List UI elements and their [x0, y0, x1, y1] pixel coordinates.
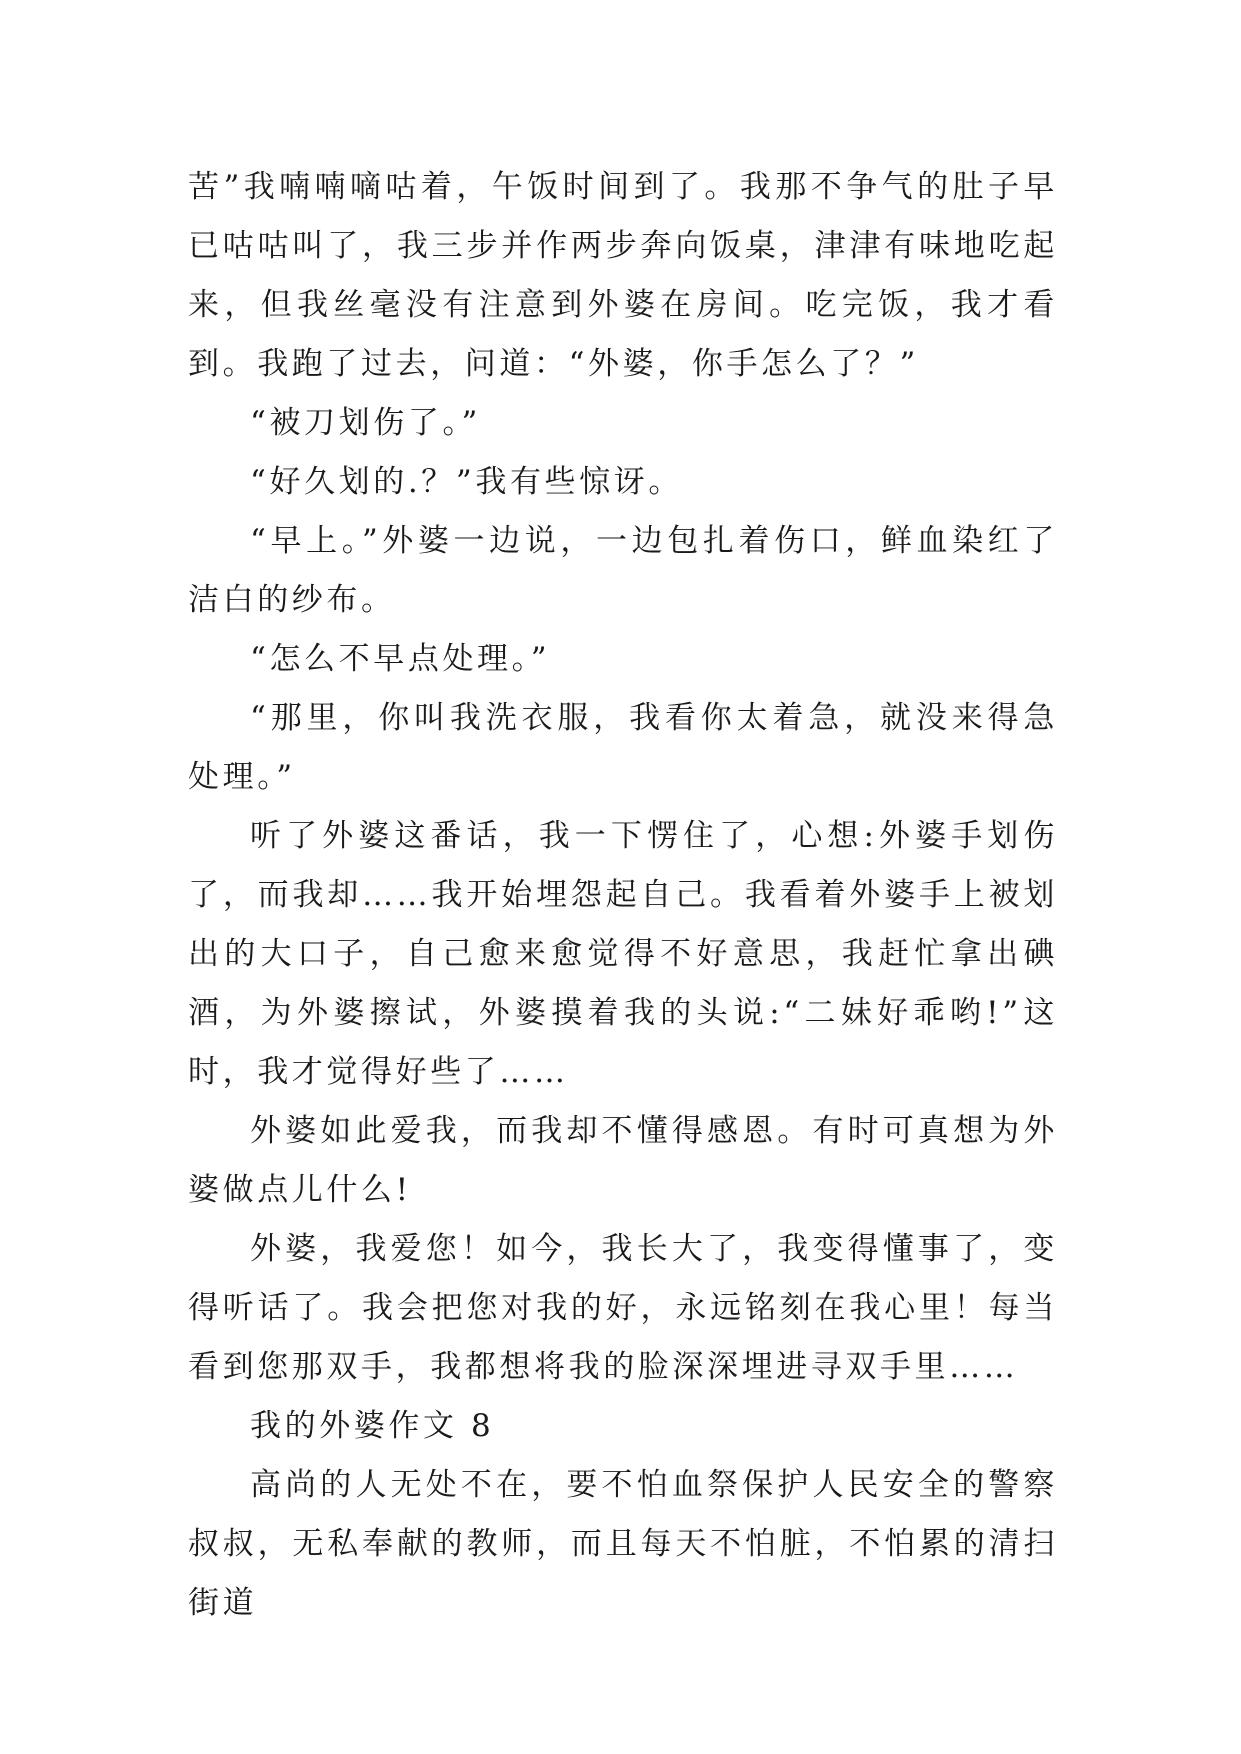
section-heading: 我的外婆作文 8	[250, 1408, 495, 1444]
paragraph-3: “好久划的.？”我有些惊讶。	[250, 464, 683, 500]
paragraph-6: “那里，你叫我洗衣服，我看你太着急，就没来得急处理。”	[188, 700, 1058, 795]
paragraph-8: 外婆如此爱我，而我却不懂得感恩。有时可真想为外婆做点儿什么!	[188, 1113, 1058, 1208]
paragraph-2: “被刀划伤了。”	[250, 405, 481, 441]
paragraph-10: 高尚的人无处不在，要不怕血祭保护人民安全的警察叔叔，无私奉献的教师，而且每天不怕脏，不怕累的清扫街道	[188, 1467, 1058, 1621]
paragraph-9: 外婆，我爱您！如今，我长大了，我变得懂事了，变得听话了。我会把您对我的好，永远铭刻在我心里！每当看到您那双手，我都想将我的脸深深埋进寻双手里……	[188, 1231, 1058, 1385]
article-body	[188, 158, 1058, 1633]
paragraph-4: “早上。”外婆一边说，一边包扎着伤口，鲜血染红了洁白的纱布。	[188, 523, 1058, 618]
paragraph-7: 听了外婆这番话，我一下愣住了，心想:外婆手划伤了，而我却……我开始埋怨起自己。我看着外婆手上被划出的大口子，自己愈来愈觉得不好意思，我赶忙拿出碘酒，为外婆擦试，外婆摸着我的头说:“二妹好乖哟!”这时，我才觉得好些了……	[188, 818, 1058, 1090]
paragraph-5: “怎么不早点处理。”	[250, 641, 551, 677]
paragraph-1: 苦”我喃喃嘀咕着，午饭时间到了。我那不争气的肚子早已咕咕叫了，我三步并作两步奔向饭桌，津津有味地吃起来，但我丝毫没有注意到外婆在房间。吃完饭，我才看到。我跑了过去，问道：“外婆，你手怎么了？”	[188, 169, 1058, 382]
